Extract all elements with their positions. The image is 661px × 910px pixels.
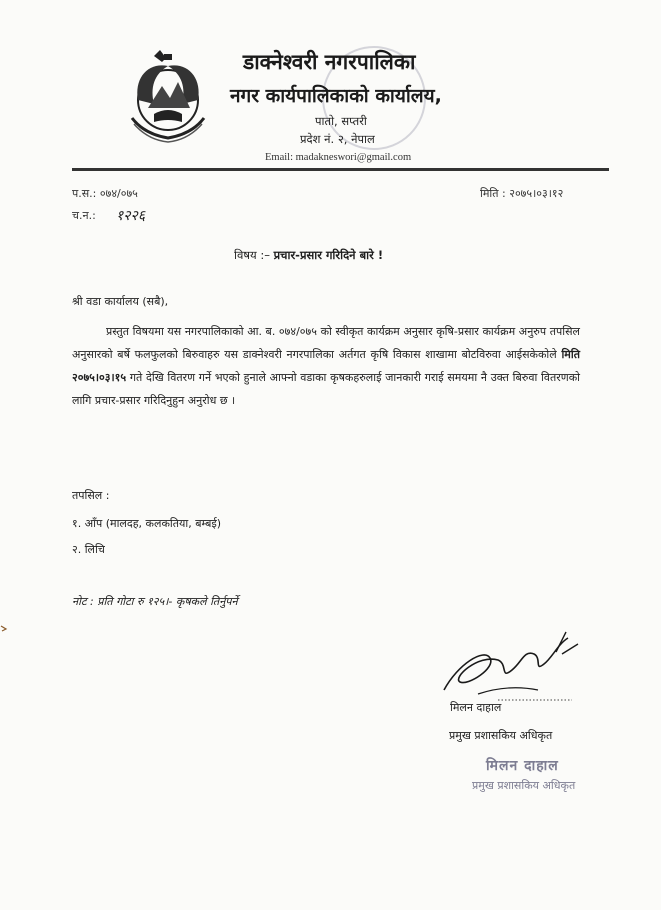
title-stamp: प्रमुख प्रशासकिय अधिकृत [472, 779, 576, 792]
office-email: Email: madakneswori@gmail.com [265, 152, 412, 163]
addressee: श्री वडा कार्यालय (सबै), [72, 295, 169, 308]
distribution-date: मिति २०७५।०३।१५ [72, 348, 580, 384]
body-part-2: गते देखि वितरण गर्ने भएको हुनाले आफ्नो वडाका कृषकहरुलाई जानकारी गराई समयमा नै उक्त बिरुवा वितरणको लागि प्रचार-प्रसार गरिदिनुहुन अनुरोध छ । [72, 371, 580, 407]
patra-sankhya: प.स.: ०७४/०७५ [72, 187, 138, 200]
tapasil-item: २. लिचि [72, 543, 105, 556]
chalani-number: १२२६ [116, 209, 146, 224]
price-note: नोट : प्रति गोटा रु १२५।- कृषकले तिर्नुपर्ने [72, 595, 238, 608]
chalani-label: च.न.: [72, 209, 96, 222]
signatory-title: प्रमुख प्रशासकिय अधिकृत [449, 729, 553, 742]
signatory-name: मिलन दाहाल [450, 701, 502, 714]
subject-line [234, 248, 383, 263]
body-part-1: प्रस्तुत विषयमा यस नगरपालिकाको आ. ब. ०७४/०७५ को स्वीकृत कार्यक्रम अनुसार कृषि-प्रसार कार्यक्रम अनुरुप तपसिल अनुसारको बर्षे फलफुलको बिरुवाहरु यस डाक्नेश्वरी नगरपालिका अर्तगत कृषि विकास शाखामा बोटविरुवा आईसकेकोले [72, 325, 580, 361]
office-place: पातो, सप्तरी [315, 114, 367, 128]
office-subtitle: नगर कार्यपालिकाको कार्यालय, [230, 85, 442, 107]
letterhead-divider [72, 168, 609, 171]
scan-mark [0, 624, 8, 632]
subject-text: प्रचार-प्रसार गरिदिने बारे ! [273, 248, 384, 262]
tapasil-heading: तपसिल : [72, 489, 110, 502]
letter-date: मिति : २०७५।०३।१२ [480, 187, 564, 200]
office-province: प्रदेश नं. २, नेपाल [300, 132, 375, 146]
subject-label: विषय :– [234, 248, 270, 262]
handwritten-signature [438, 624, 588, 704]
letter-body [72, 320, 580, 412]
tapasil-item: १. आँप (मालदह, कलकतिया, बम्बई) [72, 517, 222, 530]
office-name: डाक्नेश्वरी नगरपालिका [243, 50, 416, 74]
municipal-emblem-logo [124, 48, 212, 144]
name-stamp: मिलन दाहाल [486, 758, 559, 774]
